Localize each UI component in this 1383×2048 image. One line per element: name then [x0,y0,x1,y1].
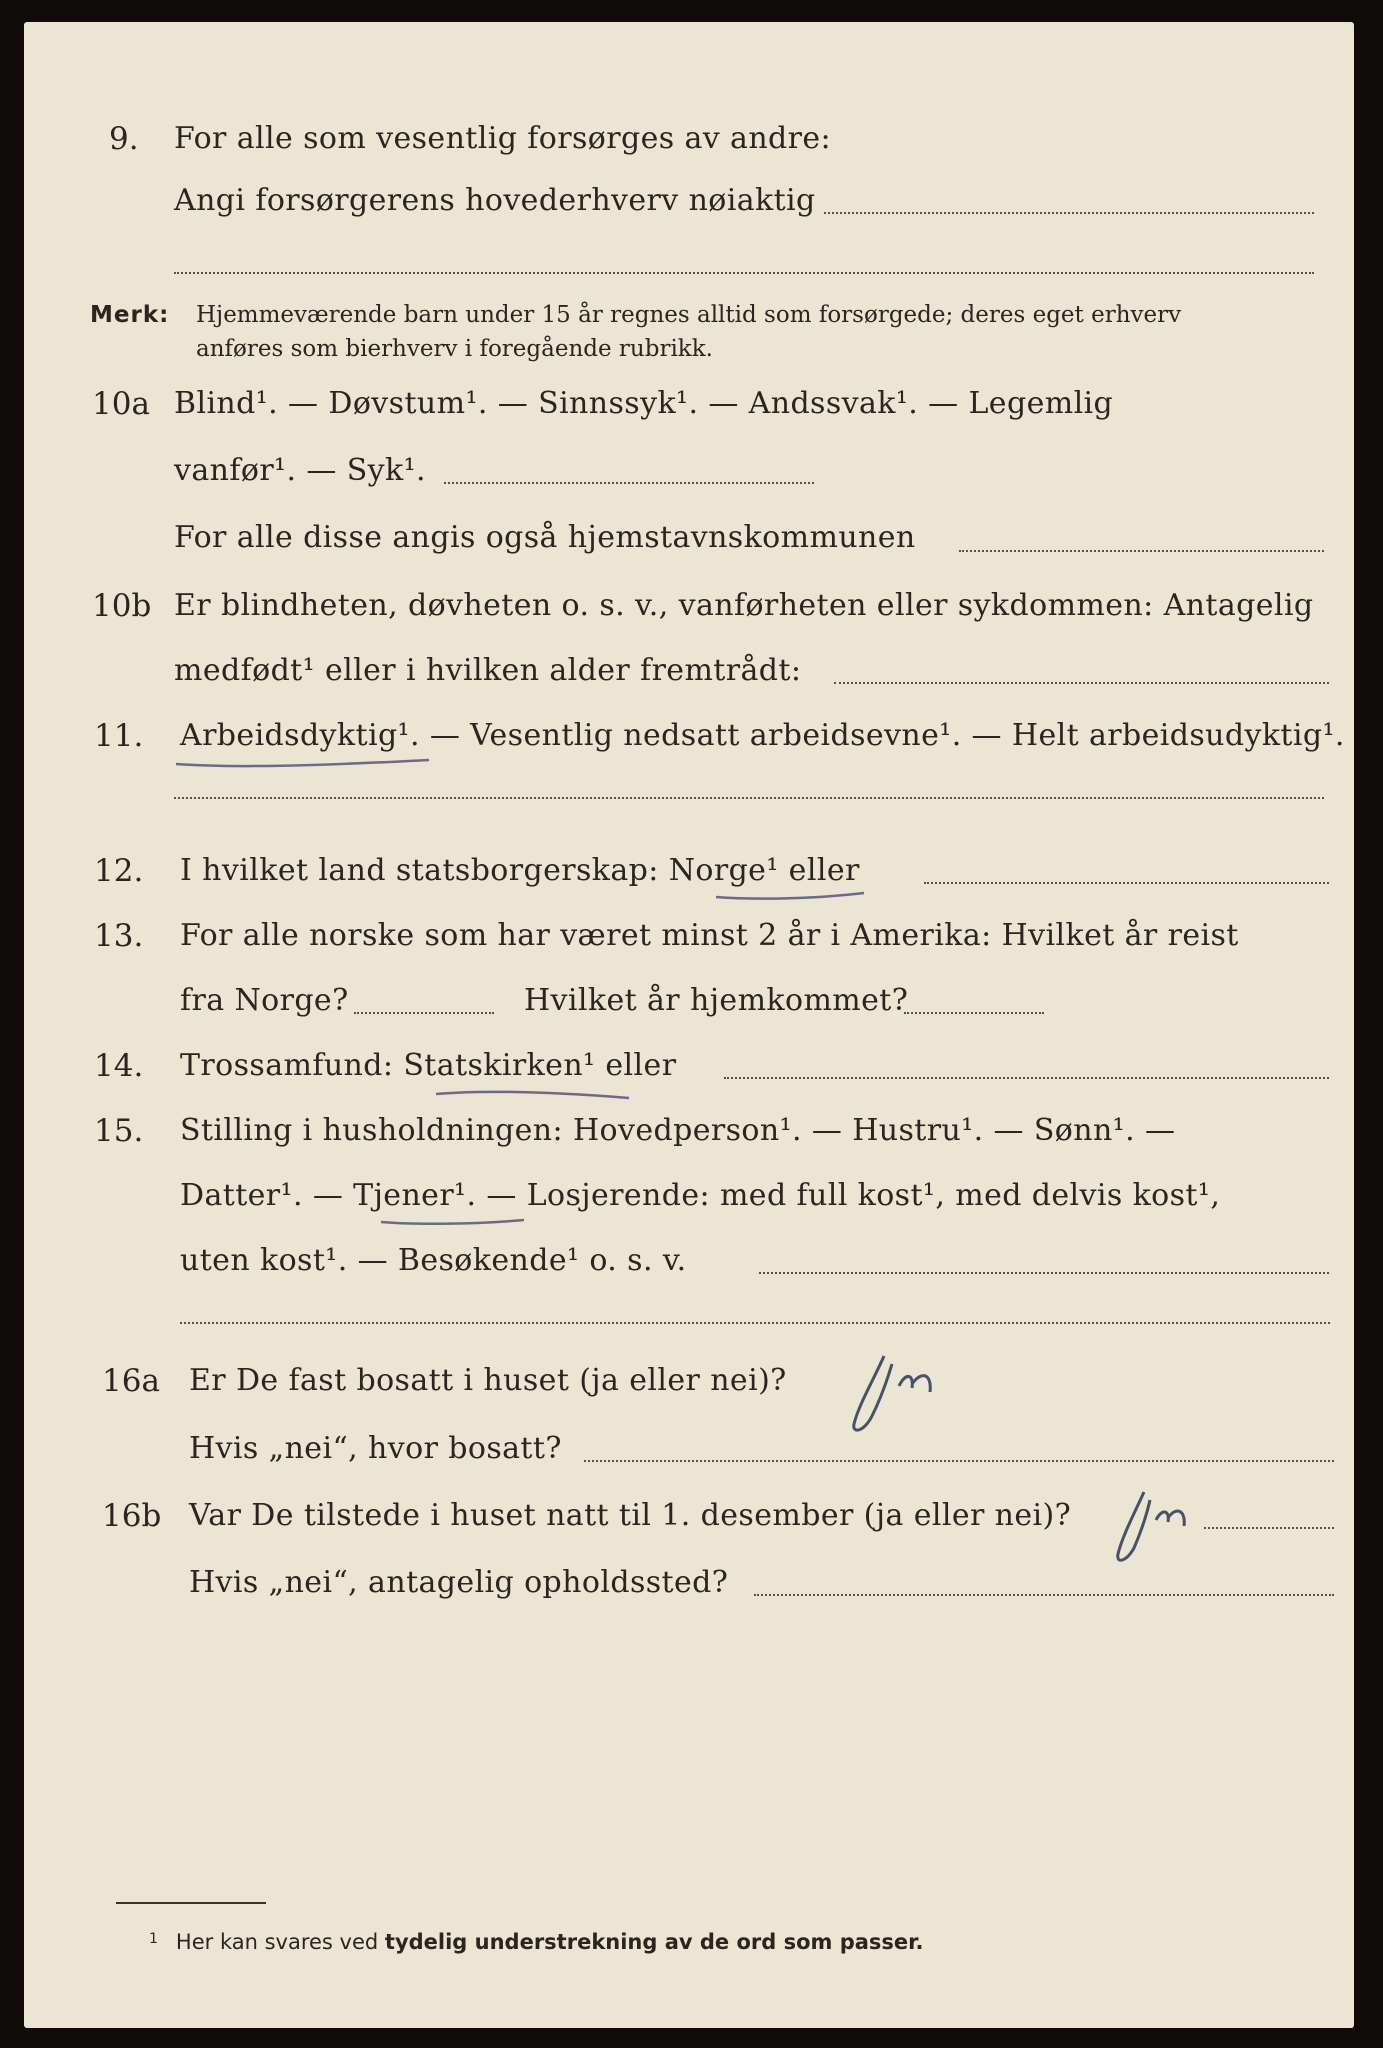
question-10a-number: 10a [92,386,150,422]
question-16b-line-2: Hvis „nei“, antagelig opholdssted? [189,1565,729,1600]
question-12-answer-field[interactable] [924,882,1329,884]
question-10b-line-1: Er blindheten, døvheten o. s. v., vanførheten eller sykdommen: Antagelig [174,588,1314,623]
note-line-1: Hjemmeværende barn under 15 år regnes alltid som forsørgede; deres eget erhverv [196,302,1182,328]
question-10a-municipality-field[interactable] [959,550,1324,552]
handwritten-underline-statskirken [434,1084,634,1104]
question-9-answer-field-2[interactable] [174,272,1314,274]
question-9-answer-field[interactable] [824,212,1314,214]
question-10b-line-2: medfødt¹ eller i hvilken alder fremtrådt: [174,653,802,688]
question-13-returned-field[interactable] [904,1012,1044,1014]
footnote-text-bold: tydelig understrekning av de ord som passer. [384,1930,924,1954]
question-10a-line-2: vanfør¹. — Syk¹. [174,453,426,488]
footnote-text: Her kan svares ved [175,1930,379,1954]
question-14-number: 14. [94,1048,144,1084]
question-15-line-2: Datter¹. — Tjener¹. — Losjerende: med full kost¹, med delvis kost¹, [180,1178,1221,1213]
question-9-number: 9. [109,121,139,157]
question-16a-number: 16a [102,1363,160,1399]
question-9-text: For alle som vesentlig forsørges av andre: [174,121,832,156]
question-12-text: I hvilket land statsborgerskap: Norge¹ eller [180,853,860,888]
question-15-answer-field-2[interactable] [180,1322,1330,1324]
question-10a-line-1: Blind¹. — Døvstum¹. — Sinnssyk¹. — Andssvak¹. — Legemlig [174,386,1114,421]
question-10b-answer-field[interactable] [834,682,1329,684]
question-15-line-3: uten kost¹. — Besøkende¹ o. s. v. [180,1243,687,1278]
footnote [149,1930,924,1954]
question-16b-answer-field[interactable] [1204,1527,1334,1529]
question-16b-location-field[interactable] [754,1594,1334,1596]
question-13-emigrated-field[interactable] [354,1012,494,1014]
question-12-number: 12. [94,853,144,889]
question-16b-text: Var De tilstede i huset natt til 1. desember (ja eller nei)? [189,1498,1072,1533]
question-16a-line-2: Hvis „nei“, hvor bosatt? [189,1431,562,1466]
question-10b-number: 10b [92,588,152,624]
question-15-line-1: Stilling i husholdningen: Hovedperson¹. — Hustru¹. — Sønn¹. — [180,1113,1176,1148]
question-11-answer-field[interactable] [174,797,1324,799]
question-13-number: 13. [94,918,144,954]
question-14-answer-field[interactable] [724,1077,1329,1079]
handwritten-underline-tjener [379,1214,529,1232]
note-line-2: anføres som bierhverv i foregående rubrikk. [196,336,713,362]
footnote-rule [116,1902,266,1904]
question-15-answer-field[interactable] [759,1272,1329,1274]
question-10a-answer-field[interactable] [444,482,814,484]
footnote-mark: 1 [149,1931,158,1947]
question-16a-answer-field[interactable] [584,1460,1334,1462]
question-10a-line-3: For alle disse angis også hjemstavnskommunen [174,520,916,555]
handwritten-underline-norge [714,888,874,906]
question-11-text: Arbeidsdyktig¹. — Vesentlig nedsatt arbeidsevne¹. — Helt arbeidsudyktig¹. [180,718,1345,753]
question-13-line-1: For alle norske som har været minst 2 år i Amerika: Hvilket år reist [180,918,1239,953]
handwritten-underline-arbeidsdyktig [174,754,434,774]
question-16b-number: 16b [102,1498,162,1534]
question-13-returned-label: Hvilket år hjemkommet? [524,983,909,1018]
handwritten-answer-16a [844,1344,954,1439]
handwritten-answer-16b [1104,1482,1214,1572]
question-16a-text: Er De fast bosatt i huset (ja eller nei)? [189,1363,787,1398]
question-13-emigrated-label: fra Norge? [180,983,349,1018]
question-11-number: 11. [94,718,144,754]
census-form-page [24,22,1354,2028]
question-15-number: 15. [94,1113,144,1149]
question-14-text: Trossamfund: Statskirken¹ eller [180,1048,677,1083]
question-9-prompt: Angi forsørgerens hovederhverv nøiaktig [174,183,816,218]
note-label: Merk: [90,302,170,328]
